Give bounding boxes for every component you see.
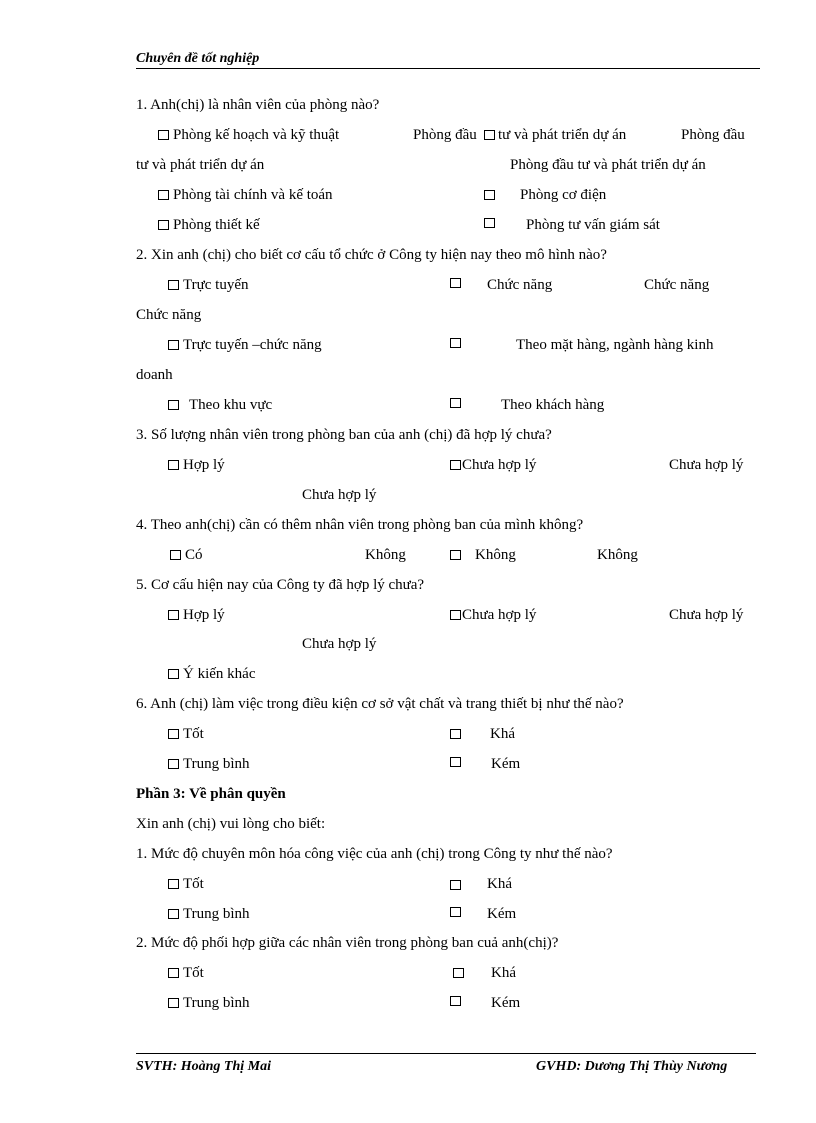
part3-q1-option-poor: Kém bbox=[487, 906, 517, 922]
q1-option-design[interactable]: Phòng thiết kế bbox=[158, 216, 260, 234]
part3-q2-option-good[interactable]: Tốt bbox=[168, 964, 204, 982]
part3-q2-option-fair: Khá bbox=[491, 965, 516, 981]
checkbox-icon[interactable] bbox=[450, 460, 461, 470]
q1-tail-text: Phòng đầu bbox=[681, 127, 745, 143]
footer-advisor: GVHD: Dương Thị Thùy Nương bbox=[536, 1059, 728, 1074]
q5-option-no[interactable]: Chưa hợp lý bbox=[450, 606, 536, 624]
q1-option-supervision: Phòng tư vấn giám sát bbox=[526, 217, 660, 233]
checkbox-icon[interactable] bbox=[450, 907, 461, 917]
q2-option-function: Chức năng bbox=[487, 277, 553, 293]
checkbox-icon[interactable] bbox=[450, 550, 461, 560]
checkbox-icon[interactable] bbox=[450, 398, 461, 408]
q3-option-yes[interactable]: Hợp lý bbox=[168, 456, 225, 474]
q5-option-other[interactable]: Ý kiến khác bbox=[168, 665, 255, 683]
checkbox-icon[interactable] bbox=[484, 218, 495, 228]
checkbox-icon[interactable] bbox=[168, 998, 179, 1008]
checkbox-icon[interactable] bbox=[168, 400, 179, 410]
checkbox-icon[interactable] bbox=[158, 130, 169, 140]
q4-dup-b: Không bbox=[597, 547, 638, 563]
q6-option-good[interactable]: Tốt bbox=[168, 725, 204, 743]
checkbox-icon[interactable] bbox=[168, 968, 179, 978]
part3-q1-option-good[interactable]: Tốt bbox=[168, 875, 204, 893]
checkbox-icon[interactable] bbox=[168, 340, 179, 350]
q3-option-no[interactable]: Chưa hợp lý bbox=[450, 456, 536, 474]
q3-dup-right: Chưa hợp lý bbox=[669, 457, 744, 473]
q1-option-finance[interactable]: Phòng tài chính và kế toán bbox=[158, 186, 333, 204]
checkbox-icon[interactable] bbox=[450, 996, 461, 1006]
q6-option-fair: Khá bbox=[490, 726, 515, 742]
checkbox-icon[interactable] bbox=[158, 190, 169, 200]
q1-wrap-text: tư và phát triển dự án bbox=[136, 157, 265, 173]
q3-text: 3. Số lượng nhân viên trong phòng ban của anh (chị) đã hợp lý chưa? bbox=[136, 427, 552, 443]
checkbox-icon[interactable] bbox=[170, 550, 181, 560]
checkbox-icon[interactable] bbox=[168, 669, 179, 679]
part3-q2-option-avg[interactable]: Trung bình bbox=[168, 994, 250, 1012]
q5-dup-right: Chưa hợp lý bbox=[669, 607, 744, 623]
q4-dup-a: Không bbox=[365, 547, 406, 563]
q5-option-yes[interactable]: Hợp lý bbox=[168, 606, 225, 624]
part3-heading: Phần 3: Về phân quyền bbox=[136, 786, 286, 802]
part3-q2-text: 2. Mức độ phối hợp giữa các nhân viên trong phòng ban cuả anh(chị)? bbox=[136, 935, 559, 951]
checkbox-icon[interactable] bbox=[168, 460, 179, 470]
footer-rule bbox=[136, 1053, 756, 1054]
q5-dup-center: Chưa hợp lý bbox=[302, 636, 377, 652]
checkbox-icon[interactable] bbox=[450, 610, 461, 620]
q4-option-no[interactable]: Không bbox=[450, 546, 516, 564]
q1-option-mech: Phòng cơ điện bbox=[520, 187, 607, 203]
part3-q1-option-avg[interactable]: Trung bình bbox=[168, 905, 250, 923]
page-header-title: Chuyên đề tốt nghiệp bbox=[136, 51, 260, 66]
q2-option-product-wrap: doanh bbox=[136, 367, 173, 383]
checkbox-icon[interactable] bbox=[168, 879, 179, 889]
checkbox-icon[interactable] bbox=[450, 338, 461, 348]
q2-dup-function-right: Chức năng bbox=[644, 277, 710, 293]
q1-overlap-text-a: Phòng đầu bbox=[413, 127, 477, 143]
q6-option-avg[interactable]: Trung bình bbox=[168, 755, 250, 773]
q1-wrap-right-text: Phòng đầu tư và phát triển dự án bbox=[510, 157, 706, 173]
q2-option-customer: Theo khách hàng bbox=[501, 397, 605, 413]
q2-option-product: Theo mặt hàng, ngành hàng kinh bbox=[516, 337, 714, 353]
checkbox-icon[interactable] bbox=[450, 278, 461, 288]
q1-text: 1. Anh(chị) là nhân viên của phòng nào? bbox=[136, 97, 380, 113]
q5-text: 5. Cơ cấu hiện nay của Công ty đã hợp lý chưa? bbox=[136, 577, 425, 593]
checkbox-icon[interactable] bbox=[168, 729, 179, 739]
q6-text: 6. Anh (chị) làm việc trong điều kiện cơ sở vật chất và trang thiết bị như thế nào? bbox=[136, 696, 624, 712]
header-rule bbox=[136, 68, 760, 69]
checkbox-icon[interactable] bbox=[450, 729, 461, 739]
checkbox-icon[interactable] bbox=[450, 880, 461, 890]
q3-dup-center: Chưa hợp lý bbox=[302, 487, 377, 503]
q2-option-line-function[interactable]: Trực tuyến –chức năng bbox=[168, 336, 322, 354]
q2-dup-function-wrap: Chức năng bbox=[136, 307, 202, 323]
checkbox-icon[interactable] bbox=[168, 759, 179, 769]
part3-q2-option-poor: Kém bbox=[491, 995, 521, 1011]
checkbox-icon[interactable] bbox=[158, 220, 169, 230]
part3-q1-text: 1. Mức độ chuyên môn hóa công việc của anh (chị) trong Công ty như thế nào? bbox=[136, 846, 613, 862]
checkbox-icon[interactable] bbox=[453, 968, 464, 978]
checkbox-icon[interactable] bbox=[484, 190, 495, 200]
q1-overlap-text-b: tư và phát triển dự án bbox=[498, 127, 627, 143]
checkbox-icon[interactable] bbox=[450, 757, 461, 767]
q6-option-poor: Kém bbox=[491, 756, 521, 772]
checkbox-icon[interactable] bbox=[168, 909, 179, 919]
checkbox-icon[interactable] bbox=[168, 610, 179, 620]
q2-option-line[interactable]: Trực tuyến bbox=[168, 276, 249, 294]
footer-student: SVTH: Hoàng Thị Mai bbox=[136, 1059, 271, 1074]
checkbox-icon[interactable] bbox=[168, 280, 179, 290]
q4-text: 4. Theo anh(chị) cần có thêm nhân viên trong phòng ban của mình không? bbox=[136, 517, 584, 533]
part3-intro: Xin anh (chị) vui lòng cho biết: bbox=[136, 816, 326, 832]
q2-option-region[interactable]: Theo khu vực bbox=[168, 396, 272, 414]
q4-option-yes[interactable]: Có bbox=[170, 546, 203, 564]
q1-option-planning[interactable]: Phòng kế hoạch và kỹ thuật bbox=[158, 126, 339, 144]
part3-q1-option-fair: Khá bbox=[487, 876, 512, 892]
checkbox-icon[interactable] bbox=[484, 130, 495, 140]
q2-text: 2. Xin anh (chị) cho biết cơ cấu tổ chức ở Công ty hiện nay theo mô hình nào? bbox=[136, 247, 607, 263]
